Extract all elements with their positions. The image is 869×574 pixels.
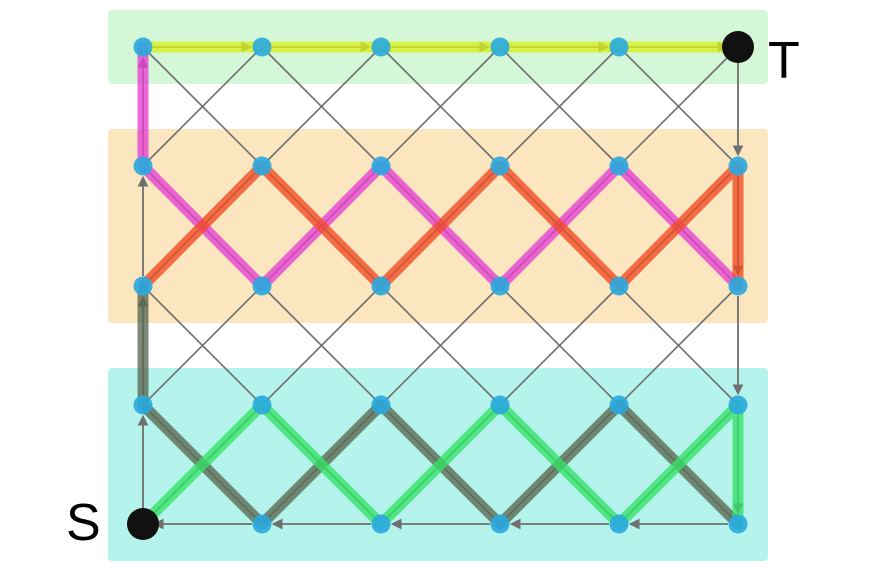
grid-node: [610, 396, 629, 415]
grid-node: [372, 277, 391, 296]
grid-node: [491, 38, 510, 57]
grid-node: [253, 277, 272, 296]
grid-node: [491, 515, 510, 534]
target-node: [722, 31, 754, 63]
grid-node: [729, 515, 748, 534]
source-node: [127, 508, 159, 540]
grid-node: [491, 277, 510, 296]
grid-node: [253, 157, 272, 176]
grid-node: [610, 515, 629, 534]
grid-node: [134, 38, 153, 57]
grid-node: [372, 38, 391, 57]
grid-node: [253, 396, 272, 415]
grid-node: [134, 277, 153, 296]
grid-node: [372, 396, 391, 415]
grid-node: [134, 396, 153, 415]
source-label: S: [66, 494, 101, 552]
grid-node: [253, 38, 272, 57]
grid-node: [610, 38, 629, 57]
grid-node: [491, 396, 510, 415]
grid-node: [610, 157, 629, 176]
grid-node: [253, 515, 272, 534]
grid-node: [729, 396, 748, 415]
grid-node: [372, 515, 391, 534]
grid-node: [134, 157, 153, 176]
target-label: T: [768, 32, 800, 90]
grid-node: [729, 157, 748, 176]
grid-node: [729, 277, 748, 296]
grid-node: [491, 157, 510, 176]
grid-node: [610, 277, 629, 296]
grid-node: [372, 157, 391, 176]
